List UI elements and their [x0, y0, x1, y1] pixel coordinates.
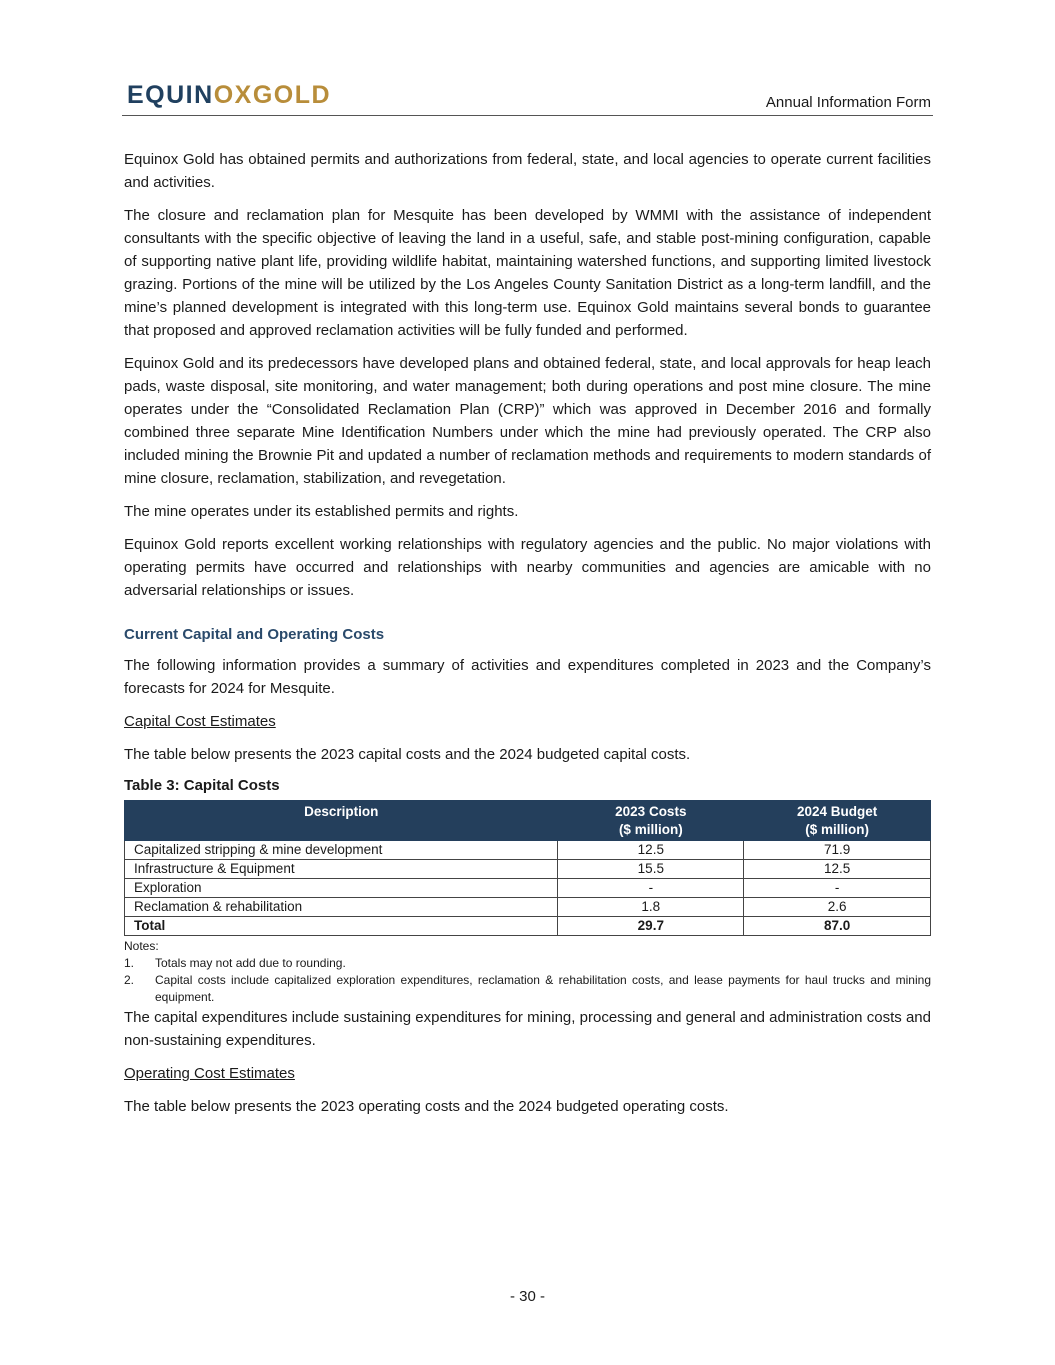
total-description: Total: [125, 917, 558, 936]
row-2023-costs: 15.5: [558, 860, 744, 879]
total-2024-budget: 87.0: [744, 917, 931, 936]
header-2024-budget: [744, 801, 931, 841]
table-total-row: [125, 917, 931, 936]
row-2023-costs: -: [558, 879, 744, 898]
paragraph-capital-intro: The table below presents the 2023 capital costs and the 2024 budgeted capital costs.: [124, 746, 691, 763]
row-description: Infrastructure & Equipment: [125, 860, 558, 879]
main-content: [124, 148, 931, 1128]
paragraph-approvals: Equinox Gold and its predecessors have developed plans and obtained federal, state, and local approvals for heap leach pads, waste disposal, site monitoring, and water management; both during operations and post mine closure. The mine operates under the “Consolidated Reclamation Plan (CRP)” which was approved in December 2016 and formally combined three separate Mine Identification Numbers under which the mine had previously operated. The CRP also included mining the Brownie Pit and updated a number of reclamation methods and requirements to modern standards of mine closure, reclamation, stabilization, and revegetation.: [124, 355, 931, 487]
note-number: 2.: [124, 973, 135, 987]
note-text: Totals may not add due to rounding.: [155, 956, 346, 970]
paragraph-costs-intro: The following information provides a summary of activities and expenditures completed in 2023 and the Company’s forecasts for 2024 for Mesquite.: [124, 657, 931, 697]
header-2023-costs: [558, 801, 744, 841]
row-2024-budget: 12.5: [744, 860, 931, 879]
table-caption: Table 3: Capital Costs: [124, 777, 280, 794]
note-text: Capital costs include capitalized exploration expenditures, reclamation & rehabilitation costs, and lease payments for haul trucks and mining equipment.: [155, 973, 931, 1004]
note-number: 1.: [124, 956, 135, 970]
table-row: [125, 879, 931, 898]
table-header-row: [125, 801, 931, 841]
row-2023-costs: 12.5: [558, 841, 744, 860]
row-2024-budget: 71.9: [744, 841, 931, 860]
table-row: [125, 860, 931, 879]
note-item: [124, 972, 931, 1006]
row-2024-budget: 2.6: [744, 898, 931, 917]
header-2023-costs-line1: 2023 Costs: [615, 804, 687, 819]
notes-label: Notes:: [124, 939, 159, 953]
row-description: Exploration: [125, 879, 558, 898]
paragraph-closure-plan: The closure and reclamation plan for Mesquite has been developed by WMMI with the assistance of independent consultants with the specific objective of leaving the land in a useful, safe, and stable post-mining configuration, capable of supporting native plant life, providing wildlife habitat, maintaining watershed functions, and supporting limited livestock grazing. Portions of the mine will be utilized by the Los Angeles County Sanitation District as a long-term landfill, and the mine’s planned development is integrated with this long-term use. Equinox Gold maintains several bonds to guarantee that proposed and approved reclamation activities will be fully funded and performed.: [124, 207, 931, 339]
subheading-capital-cost: Capital Cost Estimates: [124, 713, 276, 730]
subheading-operating-cost: Operating Cost Estimates: [124, 1065, 295, 1082]
equinox-gold-logo: [127, 80, 331, 110]
header-2024-budget-line1: 2024 Budget: [796, 804, 878, 819]
logo-text-ox: OX: [213, 81, 253, 109]
note-item: [124, 955, 931, 972]
row-2024-budget: -: [744, 879, 931, 898]
header-2023-costs-line2: ($ million): [618, 822, 683, 837]
document-title: Annual Information Form: [765, 94, 931, 111]
table-notes: [124, 938, 931, 1006]
header-divider: [122, 115, 933, 116]
row-description: Capitalized stripping & mine development: [125, 841, 558, 860]
total-2023-costs: 29.7: [558, 917, 744, 936]
paragraph-capital-expenditures: The capital expenditures include sustaining expenditures for mining, processing and general and administration costs and non-sustaining expenditures.: [124, 1009, 931, 1049]
header-description: Description: [125, 801, 558, 841]
capital-costs-table: [124, 800, 931, 936]
logo-text-equin: EQUIN: [127, 81, 214, 109]
row-2023-costs: 1.8: [558, 898, 744, 917]
header-2024-budget-line2: ($ million): [805, 822, 869, 837]
table-row: [125, 841, 931, 860]
paragraph-relationships: Equinox Gold reports excellent working relationships with regulatory agencies and the public. No major violations with operating permits have occurred and relationships with nearby communities and agencies are amicable with no adversarial relationships or issues.: [124, 536, 931, 599]
paragraph-permits-rights: The mine operates under its established permits and rights.: [124, 503, 519, 520]
page-number: - 30 -: [509, 1288, 545, 1305]
paragraph-permits: Equinox Gold has obtained permits and authorizations from federal, state, and local agencies to operate current facilities and activities.: [124, 151, 931, 191]
paragraph-operating-intro: The table below presents the 2023 operating costs and the 2024 budgeted operating costs.: [124, 1098, 729, 1115]
logo-text-gold: GOLD: [252, 81, 332, 109]
section-heading-costs: Current Capital and Operating Costs: [124, 626, 385, 643]
row-description: Reclamation & rehabilitation: [125, 898, 558, 917]
table-row: [125, 898, 931, 917]
